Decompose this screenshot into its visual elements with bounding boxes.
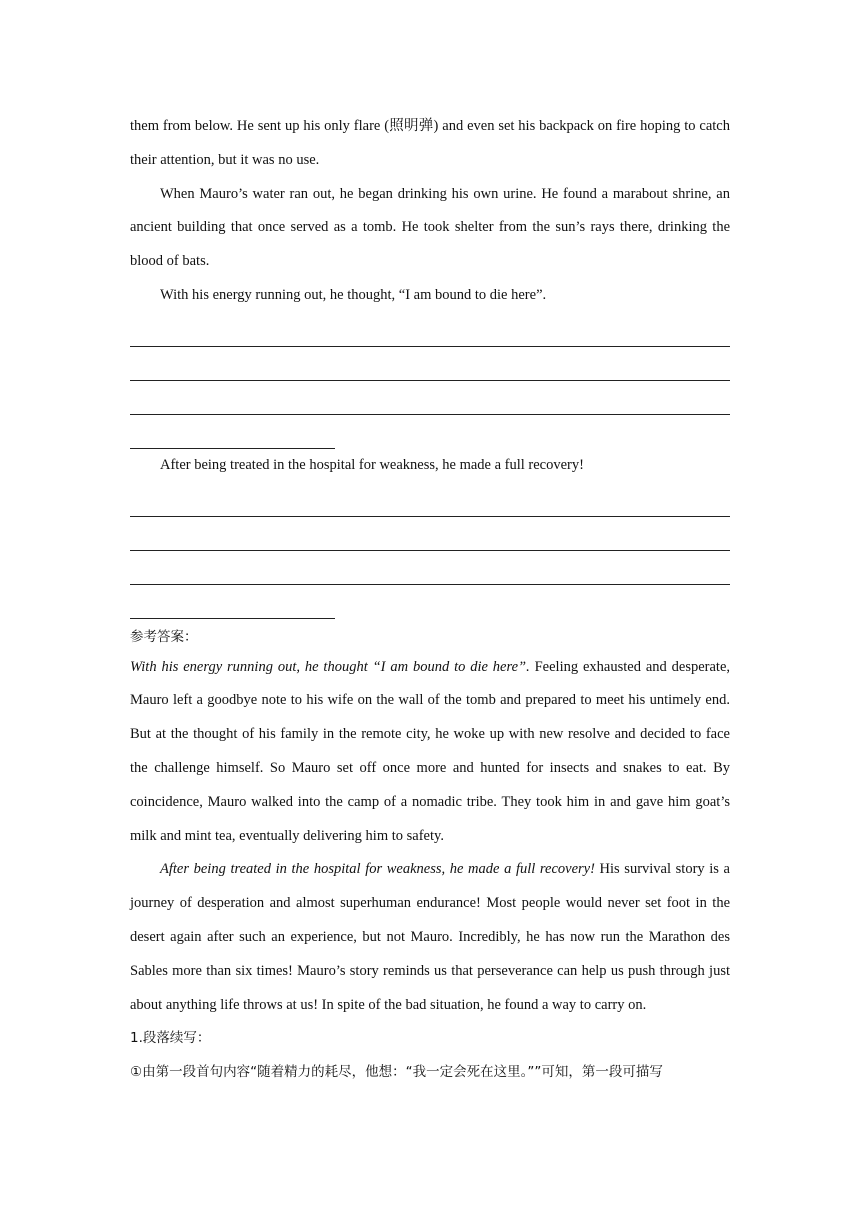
story-paragraph-3: With his energy running out, he thought, “I am bound to die here”. — [160, 286, 547, 303]
story-paragraph-1: them from below. He sent up his only flare (照明弹) and even set his backpack on fire hoping to catch their attention, but it was no use. — [130, 118, 730, 168]
writing-line — [130, 381, 730, 415]
writing-line — [130, 483, 730, 517]
answer-paragraph-2 — [130, 853, 730, 1022]
answer-paragraph-1-text: Feeling exhausted and desperate, Mauro left a goodbye note to his wife on the wall of the tomb and prepared to meet his untimely end. But at the thought of his family in the remote city, he woke up with new resolve and decided to face the challenge himself. So Mauro set off once more and hunted for insects and snakes to eat. By coincidence, Mauro walked into the camp of a nomadic tribe. They took him in and gave him goat’s milk and mint tea, eventually delivering him to safety. — [130, 658, 730, 844]
answer-label: 参考答案： — [130, 628, 198, 645]
writing-line — [130, 551, 730, 585]
analysis-point-1: ①由第一段首句内容“随着精力的耗尽，他想：“我一定会死在这里。””可知，第一段可描写 — [130, 1064, 663, 1081]
story-paragraph-2: When Mauro’s water ran out, he began drinking his own urine. He found a marabout shrine, an ancient building that once served as a tomb. He took shelter from the sun’s rays there, drinking the blood of bats. — [130, 185, 730, 270]
document-body — [130, 110, 730, 1090]
answer-paragraph-1 — [130, 651, 730, 854]
writing-line — [130, 415, 335, 449]
writing-lines-1 — [130, 313, 730, 449]
answer-paragraph-2-lead: After being treated in the hospital for weakness, he made a full recovery! — [160, 861, 595, 878]
writing-line — [130, 313, 730, 347]
writing-line — [130, 585, 335, 619]
writing-line — [130, 517, 730, 551]
answer-paragraph-1-lead: With his energy running out, he thought “I am bound to die here”. — [130, 658, 530, 675]
analysis-heading: 1.段落续写： — [130, 1030, 211, 1047]
writing-lines-2 — [130, 483, 730, 619]
answer-paragraph-2-text: His survival story is a journey of desperation and almost superhuman endurance! Most people would never set foot in the desert again after such an experience, but not Mauro. Incredibly, he has now run the Marathon des Sables more than six times! Mauro’s story reminds us that perseverance can help us push through just about anything life throws at us! In spite of the bad situation, he found a way to carry on. — [130, 861, 730, 1013]
story-paragraph-4: After being treated in the hospital for weakness, he made a full recovery! — [160, 456, 584, 473]
writing-line — [130, 347, 730, 381]
